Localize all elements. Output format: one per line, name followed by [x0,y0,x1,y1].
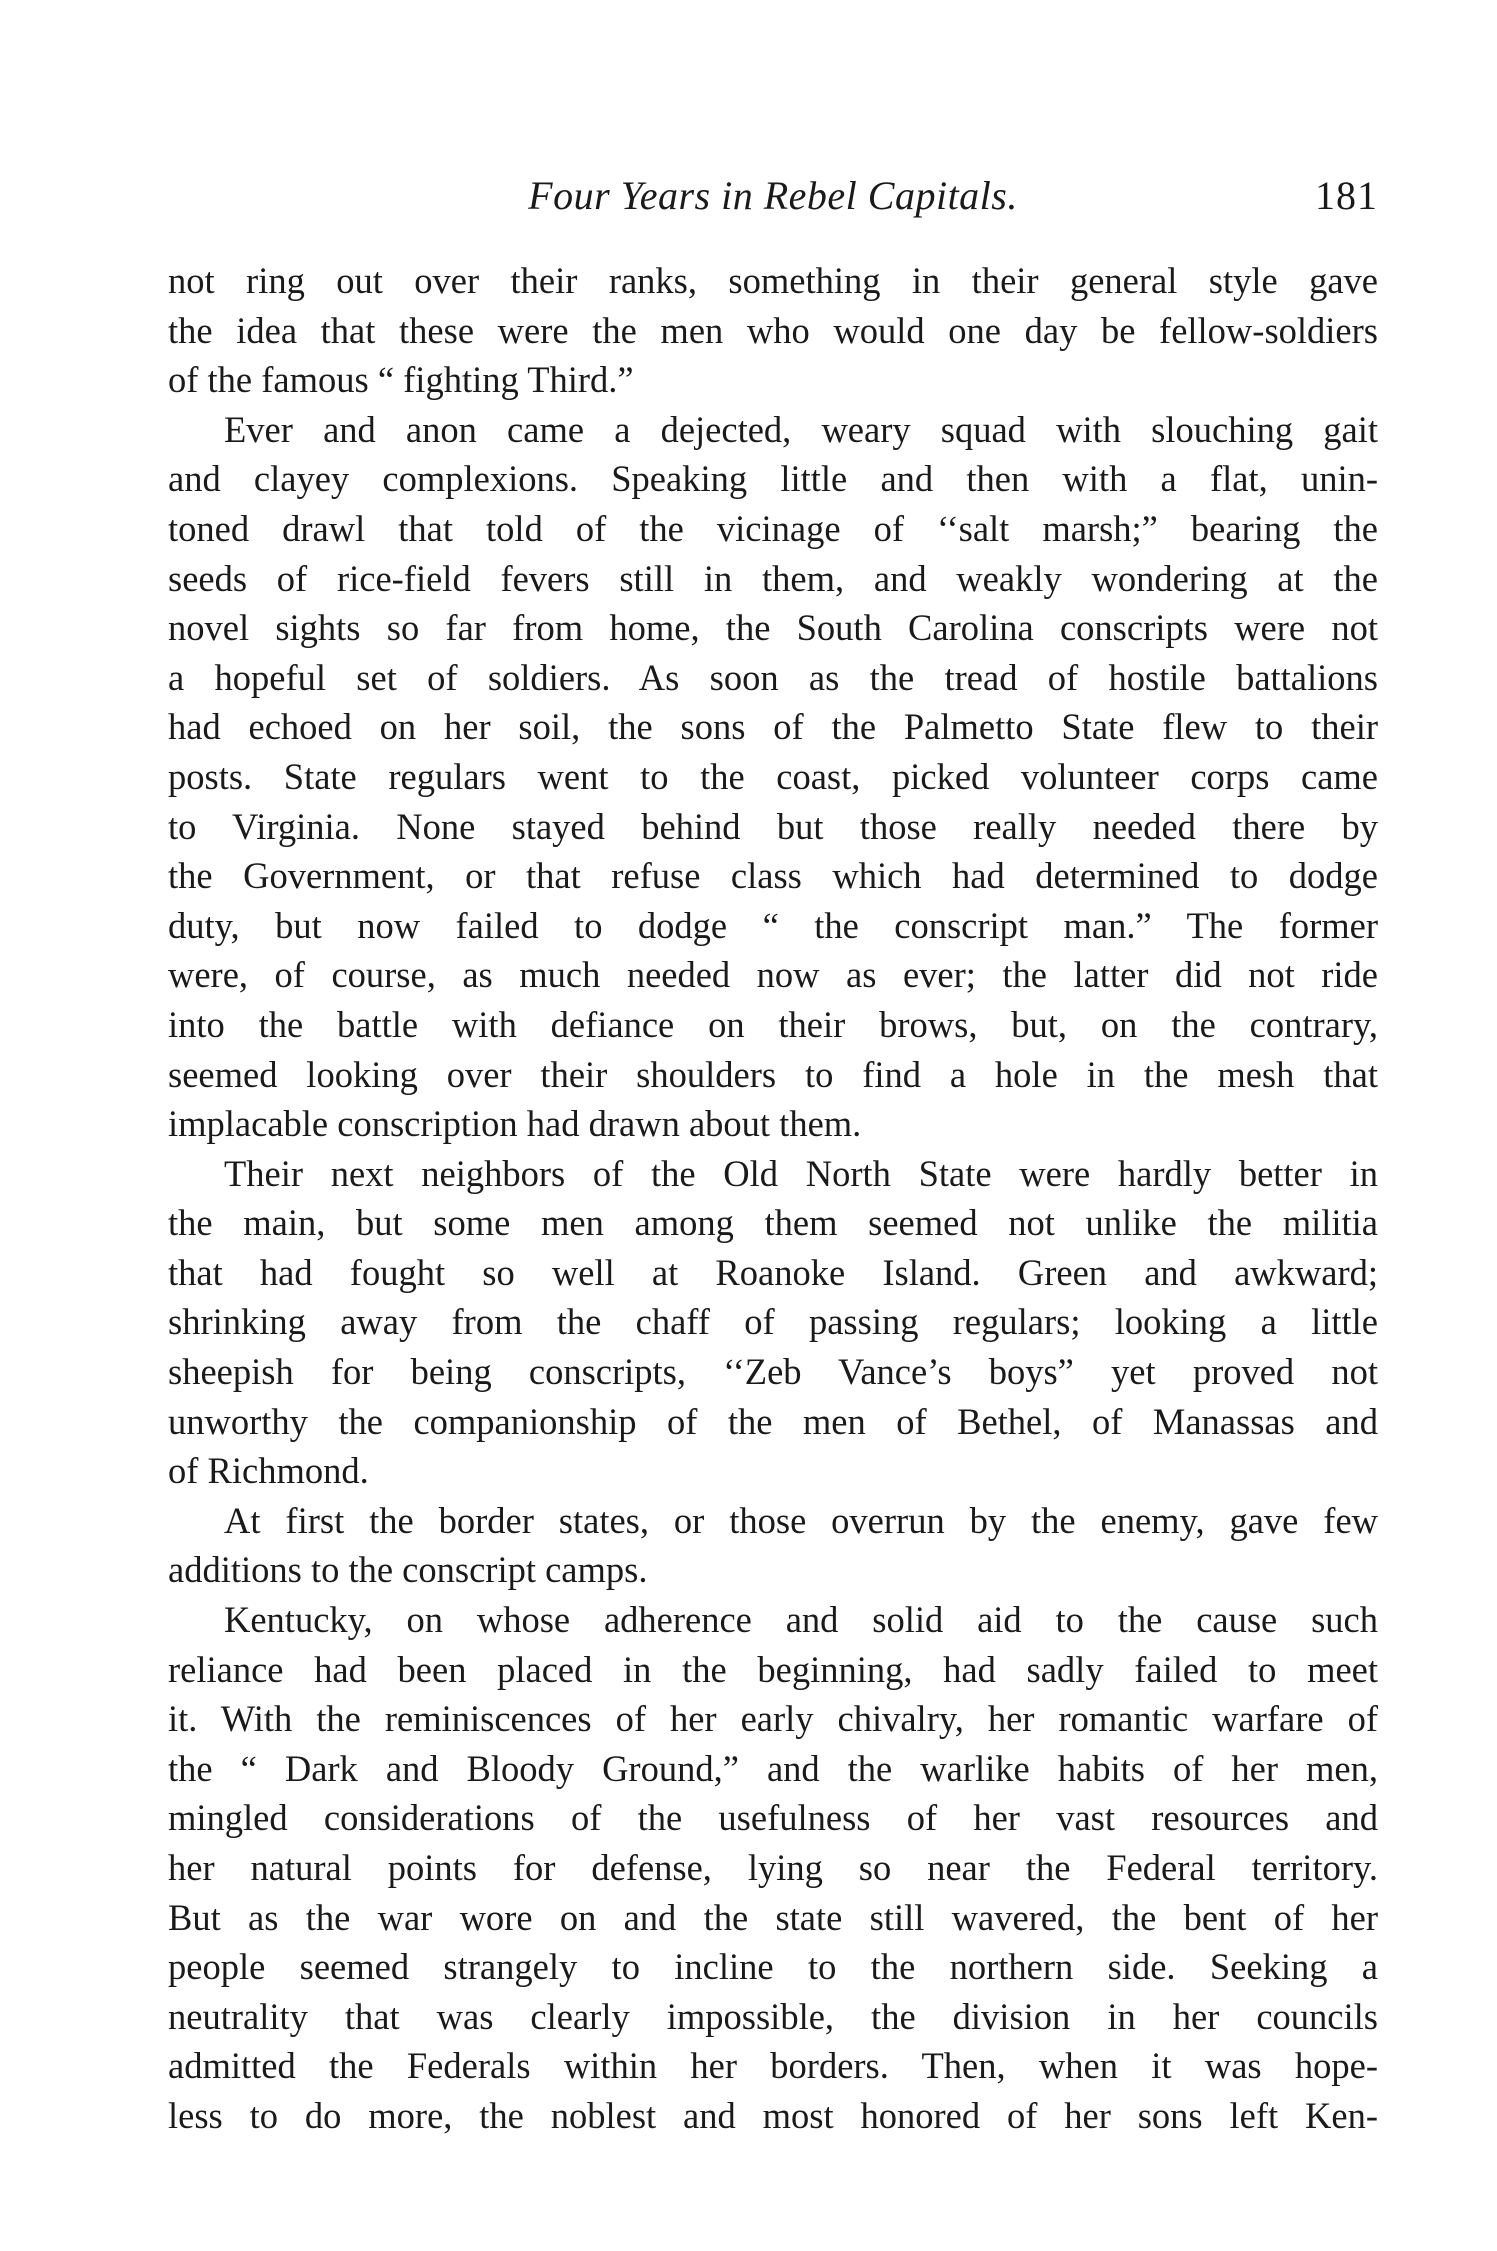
text-line: the main, but some men among them seemed not unlike the militia [168,1202,1378,1244]
text-line: unworthy the companionship of the men of Bethel, of Manassas and [168,1400,1378,1442]
text-line: of the famous “ fighting Third.” [168,359,634,401]
text-line: it. With the reminiscences of her early chivalry, her romantic warfare of [168,1698,1378,1740]
text-line: the “ Dark and Bloody Ground,” and the warlike habits of her men, [168,1747,1378,1789]
text-line: sheepish for being conscripts, ‘‘Zeb Vance’s boys” yet proved not [168,1351,1378,1393]
text-line: her natural points for defense, lying so near the Federal territory. [168,1847,1378,1888]
text-line: were, of course, as much needed now as ever; the latter did not ride [168,954,1378,996]
text-line: additions to the conscript camps. [168,1549,648,1591]
text-line: into the battle with defiance on their brows, but, on the contrary, [168,1003,1378,1045]
text-line: At first the border states, or those overrun by the enemy, gave few [224,1499,1378,1541]
text-line: less to do more, the noblest and most honored of her sons left Ken- [168,2094,1378,2136]
text-line: duty, but now failed to dodge “ the conscript man.” The former [168,904,1378,946]
text-line: novel sights so far from home, the South Carolina conscripts were not [168,607,1378,649]
text-line: Their next neighbors of the Old North State were hardly better in [224,1152,1378,1194]
text-line: mingled considerations of the usefulness of her vast resources and [168,1797,1378,1839]
text-line: shrinking away from the chaff of passing regulars; looking a little [168,1301,1378,1343]
text-line: to Virginia. None stayed behind but those really needed there by [168,805,1378,847]
text-line: the idea that these were the men who would one day be fellow-soldiers [168,309,1378,351]
text-line: But as the war wore on and the state still wavered, the bent of her [168,1896,1378,1938]
text-line: implacable conscription had drawn about them. [168,1103,862,1145]
text-line: that had fought so well at Roanoke Island. Green and awkward; [168,1251,1378,1293]
text-line: people seemed strangely to incline to the northern side. Seeking a [168,1946,1378,1988]
text-line: a hopeful set of soldiers. As soon as the tread of hostile battalions [168,656,1378,698]
text-line: had echoed on her soil, the sons of the Palmetto State flew to their [168,706,1378,748]
text-line: not ring out over their ranks, something in their general style gave [168,260,1378,301]
text-line: of Richmond. [168,1450,369,1492]
text-line: admitted the Federals within her borders. Then, when it was hope- [168,2045,1378,2087]
text-line: the Government, or that refuse class which had determined to dodge [168,855,1378,897]
text-line: Kentucky, on whose adherence and solid aid to the cause such [224,1599,1378,1641]
text-line: seeds of rice-field fevers still in them, and weakly wondering at the [168,557,1378,599]
page-number: 181 [1315,173,1378,218]
text-line: neutrality that was clearly impossible, the division in her councils [168,1995,1378,2037]
text-line: Ever and anon came a dejected, weary squad with slouching gait [224,408,1378,450]
running-title: Four Years in Rebel Capitals. [528,173,1018,218]
running-head [168,166,1378,226]
text-line: toned drawl that told of the vicinage of ‘‘salt marsh;” bearing the [168,507,1378,549]
text-line: and clayey complexions. Speaking little and then with a flat, unin- [168,458,1378,500]
text-line: reliance had been placed in the beginning, had sadly failed to meet [168,1648,1378,1690]
text-line: posts. State regulars went to the coast, picked volunteer corps came [168,755,1378,797]
body-text [168,256,1378,2141]
text-line: seemed looking over their shoulders to find a hole in the mesh that [168,1053,1378,1095]
